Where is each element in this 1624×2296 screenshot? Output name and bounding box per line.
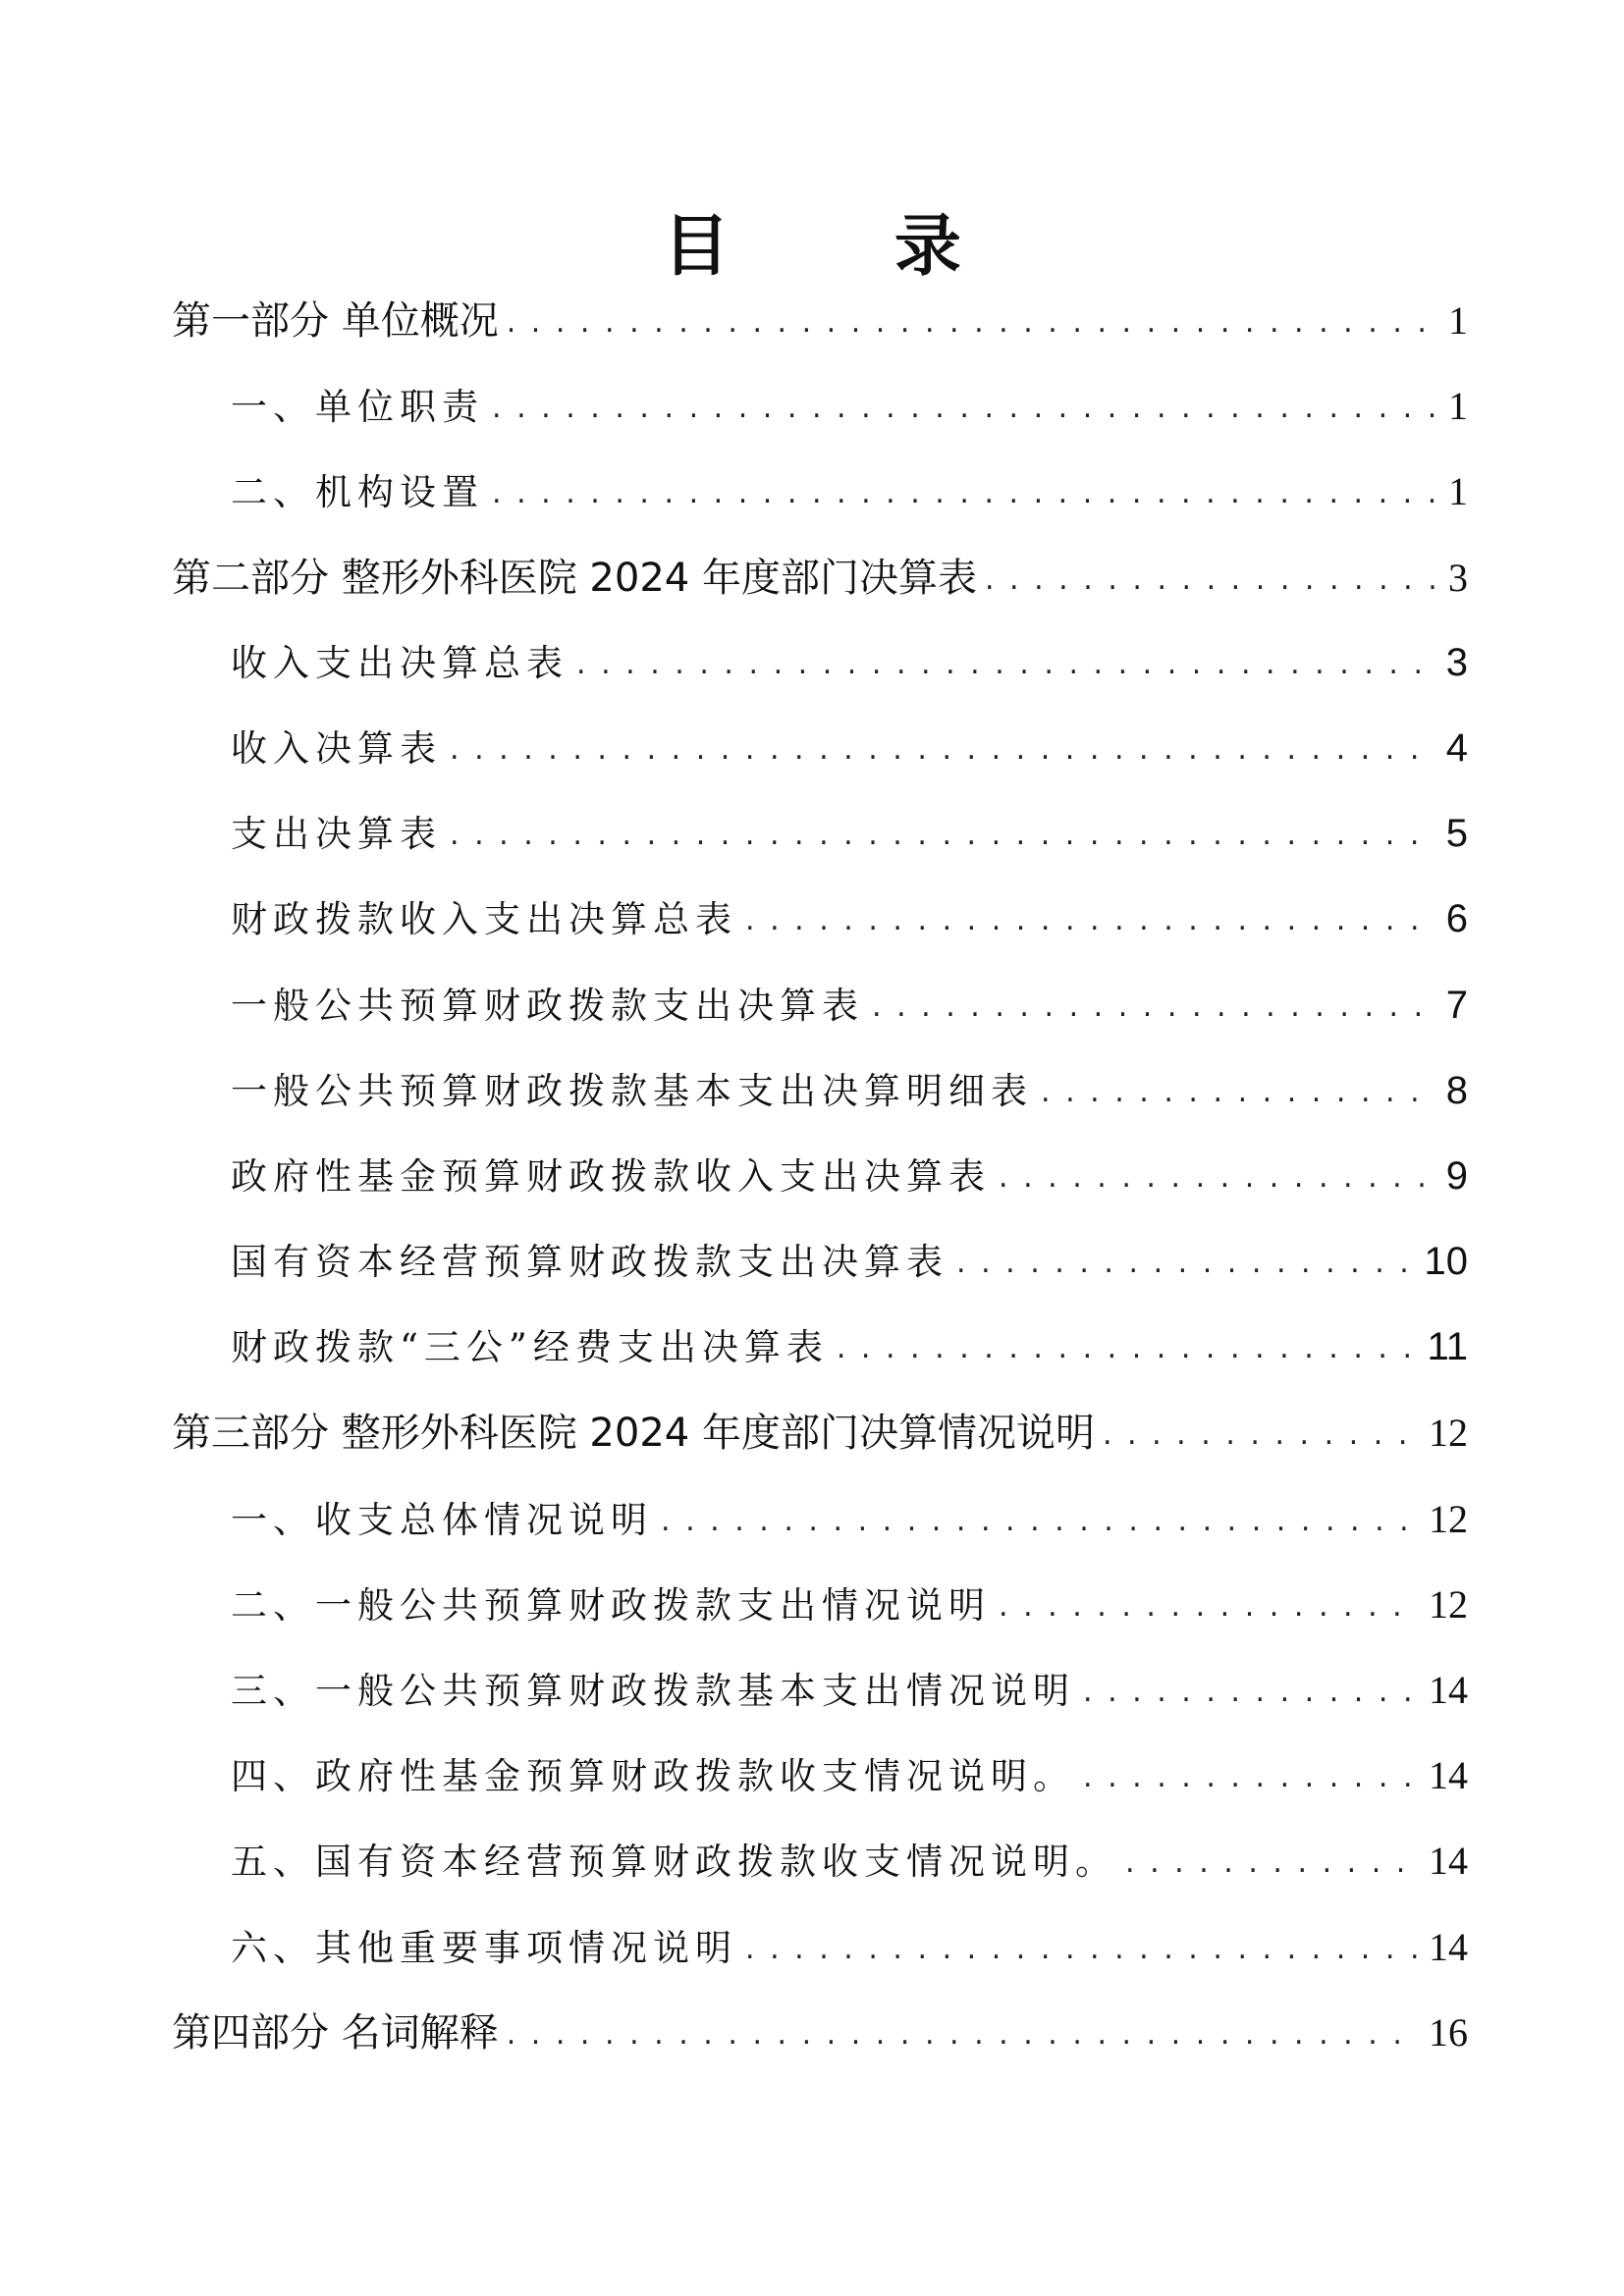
dot-leader: [450, 707, 1436, 792]
toc-entry-sub[interactable]: [172, 1647, 1468, 1733]
toc-entry-sub[interactable]: [172, 1048, 1468, 1134]
toc-entry-page: 5: [1445, 812, 1468, 856]
dot-leader: [507, 280, 1438, 365]
toc-entry-label: 第三部分 整形外科医院 2024 年度部门决算情况说明: [172, 1411, 1095, 1457]
dot-leader: [872, 964, 1436, 1049]
toc-entry-sub[interactable]: [172, 791, 1468, 877]
toc-entry-part-1[interactable]: [172, 278, 1468, 363]
toc-entry-label: 五、国有资本经营预算财政拨款收支情况说明。: [231, 1841, 1117, 1884]
toc-entry-sub[interactable]: [172, 1305, 1468, 1390]
toc-entry-page: 12: [1429, 1411, 1468, 1456]
toc-entry-label: 六、其他重要事项情况说明: [231, 1926, 737, 1969]
toc-entry-page: 8: [1445, 1068, 1468, 1112]
toc-entry-sub[interactable]: [172, 706, 1468, 791]
toc-entry-page: 16: [1429, 2009, 1468, 2055]
toc-entry-label: 第二部分 整形外科医院 2024 年度部门决算表: [172, 555, 977, 601]
toc-list: [172, 278, 1468, 2075]
toc-entry-sub[interactable]: [172, 1219, 1468, 1305]
dot-leader: [492, 365, 1438, 451]
dot-leader: [1103, 1392, 1419, 1477]
toc-entry-label: 三、一般公共预算财政拨款基本支出情况说明: [231, 1670, 1075, 1712]
toc-entry-part-4[interactable]: [172, 1990, 1468, 2075]
toc-entry-sub[interactable]: [172, 1904, 1468, 1990]
toc-entry-page: 7: [1445, 983, 1468, 1027]
toc-entry-sub[interactable]: [172, 1134, 1468, 1219]
toc-entry-label: 财政拨款收入支出决算总表: [231, 898, 737, 941]
toc-entry-sub[interactable]: [172, 1562, 1468, 1647]
toc-entry-page: 12: [1429, 1496, 1468, 1541]
toc-entry-label: 一、单位职责: [231, 386, 484, 429]
dot-leader: [745, 878, 1436, 963]
toc-entry-label: 二、一般公共预算财政拨款支出情况说明: [231, 1583, 991, 1627]
dot-leader: [1125, 1820, 1419, 1905]
dot-leader: [1083, 1649, 1419, 1735]
toc-entry-page: 6: [1445, 897, 1468, 941]
dot-leader: [450, 792, 1436, 878]
toc-entry-label: 第四部分 名词解释: [172, 2009, 499, 2056]
toc-entry-page: 12: [1429, 1581, 1468, 1627]
toc-entry-sub[interactable]: [172, 877, 1468, 962]
toc-entry-page: 10: [1424, 1240, 1468, 1284]
dot-leader: [985, 537, 1438, 622]
toc-entry-label: 一、收支总体情况说明: [231, 1498, 653, 1541]
toc-entry-part-2[interactable]: [172, 535, 1468, 620]
toc-entry-page: 1: [1448, 298, 1468, 343]
toc-entry-page: 14: [1429, 1668, 1468, 1712]
dot-leader: [956, 1220, 1415, 1306]
toc-entry-label: 一般公共预算财政拨款支出决算表: [231, 984, 864, 1027]
toc-entry-part-3[interactable]: [172, 1390, 1468, 1475]
toc-entry-label: 一般公共预算财政拨款基本支出决算明细表: [231, 1069, 1033, 1112]
toc-entry-sub[interactable]: [172, 963, 1468, 1048]
dot-leader: [999, 1135, 1436, 1220]
dot-leader: [492, 451, 1438, 536]
dot-leader: [576, 621, 1436, 707]
toc-entry-sub[interactable]: [172, 1733, 1468, 1818]
toc-entry-sub[interactable]: [172, 620, 1468, 706]
toc-entry-label: 国有资本经营预算财政拨款支出决算表: [231, 1241, 948, 1284]
toc-entry-label: 支出决算表: [231, 813, 442, 856]
toc-entry-sub[interactable]: [172, 363, 1468, 449]
dot-leader: [999, 1564, 1419, 1649]
toc-entry-page: 4: [1445, 725, 1468, 770]
toc-entry-page: 3: [1445, 640, 1468, 684]
dot-leader: [1083, 1735, 1419, 1820]
toc-entry-page: 11: [1427, 1325, 1468, 1369]
toc-entry-sub[interactable]: [172, 449, 1468, 534]
toc-entry-label: 二、机构设置: [231, 471, 484, 514]
toc-title: 目 录: [663, 208, 1032, 286]
toc-entry-sub[interactable]: [172, 1476, 1468, 1562]
toc-entry-page: 1: [1448, 469, 1468, 514]
dot-leader: [745, 1906, 1419, 1992]
toc-entry-page: 3: [1448, 555, 1468, 600]
dot-leader: [507, 1992, 1419, 2077]
toc-entry-page: 14: [1429, 1753, 1468, 1798]
toc-entry-label: 收入支出决算总表: [231, 641, 568, 684]
toc-entry-page: 14: [1429, 1924, 1468, 1969]
toc-entry-page: 14: [1429, 1839, 1468, 1884]
toc-entry-sub[interactable]: [172, 1818, 1468, 1903]
toc-entry-label: 收入决算表: [231, 726, 442, 770]
dot-leader: [661, 1478, 1419, 1564]
dot-leader: [837, 1306, 1418, 1391]
toc-entry-label: 财政拨款“三公”经费支出决算表: [231, 1326, 829, 1369]
toc-entry-page: 9: [1445, 1153, 1468, 1198]
toc-entry-label: 第一部分 单位概况: [172, 298, 499, 344]
toc-entry-label: 四、政府性基金预算财政拨款收支情况说明。: [231, 1755, 1075, 1798]
dot-leader: [1041, 1049, 1436, 1135]
toc-entry-page: 1: [1448, 384, 1468, 429]
toc-entry-label: 政府性基金预算财政拨款收入支出决算表: [231, 1154, 991, 1198]
